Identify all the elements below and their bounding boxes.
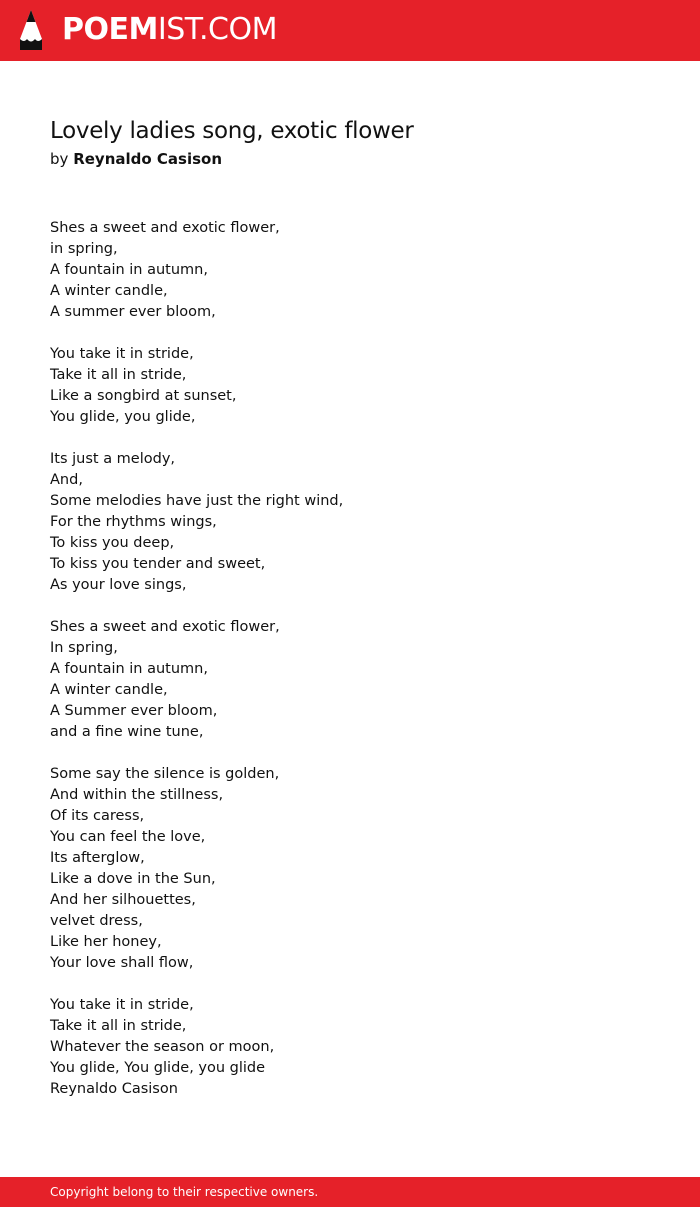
poem-line: Whatever the season or moon,	[50, 1039, 275, 1055]
poem-line: Like a dove in the Sun,	[50, 871, 216, 887]
copyright-notice: Copyright belong to their respective owners.	[50, 1185, 319, 1199]
poem-line: Some say the silence is golden,	[50, 766, 280, 782]
stanza	[50, 617, 343, 743]
poem-line: For the rhythms wings,	[50, 514, 217, 530]
brand-thin-text: IST.COM	[157, 12, 277, 47]
poem-body	[50, 218, 343, 1121]
poem-line: Some melodies have just the right wind,	[50, 493, 344, 509]
poem-line: You glide, you glide,	[50, 409, 196, 425]
poem-line: velvet dress,	[50, 913, 143, 929]
poem-line: You glide, You glide, you glide	[50, 1060, 266, 1076]
poem-line: A fountain in autumn,	[50, 262, 208, 278]
site-footer	[0, 1177, 700, 1207]
poem-line: As your love sings,	[50, 577, 187, 593]
poem-line: Shes a sweet and exotic flower,	[50, 619, 280, 635]
brand-bold-text: POEM	[62, 12, 158, 47]
poem-line: In spring,	[50, 640, 118, 656]
poem-line: Its just a melody,	[50, 451, 176, 467]
poem-line: and a fine wine tune,	[50, 724, 204, 740]
poem-title: Lovely ladies song, exotic flower	[50, 118, 414, 144]
stanza	[50, 344, 343, 428]
poem-line: Shes a sweet and exotic flower,	[50, 220, 280, 236]
poem-line: Like her honey,	[50, 934, 162, 950]
poem-line: Its afterglow,	[50, 850, 145, 866]
poem-line: You take it in stride,	[50, 997, 194, 1013]
stanza	[50, 218, 343, 323]
stanza	[50, 764, 343, 974]
poem-line: A fountain in autumn,	[50, 661, 208, 677]
poem-line: in spring,	[50, 241, 118, 257]
poem-line: A winter candle,	[50, 682, 168, 698]
poem-line: Take it all in stride,	[50, 1018, 187, 1034]
stanza	[50, 449, 343, 596]
byline	[50, 149, 222, 169]
poem-line: You can feel the love,	[50, 829, 206, 845]
pencil-tip-icon[interactable]	[18, 9, 44, 51]
stanza	[50, 995, 343, 1100]
poem-line: You take it in stride,	[50, 346, 194, 362]
site-logo-wordmark[interactable]	[62, 13, 277, 47]
author-name: Reynaldo Casison	[73, 150, 223, 168]
by-label: by	[50, 150, 69, 168]
poem-line: Take it all in stride,	[50, 367, 187, 383]
poem-line: Your love shall flow,	[50, 955, 194, 971]
poem-signature-line: Reynaldo Casison	[50, 1081, 178, 1097]
poem-line: A summer ever bloom,	[50, 304, 216, 320]
site-header	[0, 0, 700, 61]
poem-line: A Summer ever bloom,	[50, 703, 218, 719]
poem-line: Of its caress,	[50, 808, 145, 824]
poem-line: To kiss you deep,	[50, 535, 175, 551]
poem-line: And,	[50, 472, 83, 488]
poem-line: To kiss you tender and sweet,	[50, 556, 266, 572]
poem-line: And within the stillness,	[50, 787, 224, 803]
poem-line: A winter candle,	[50, 283, 168, 299]
poem-line: And her silhouettes,	[50, 892, 196, 908]
poem-line: Like a songbird at sunset,	[50, 388, 237, 404]
